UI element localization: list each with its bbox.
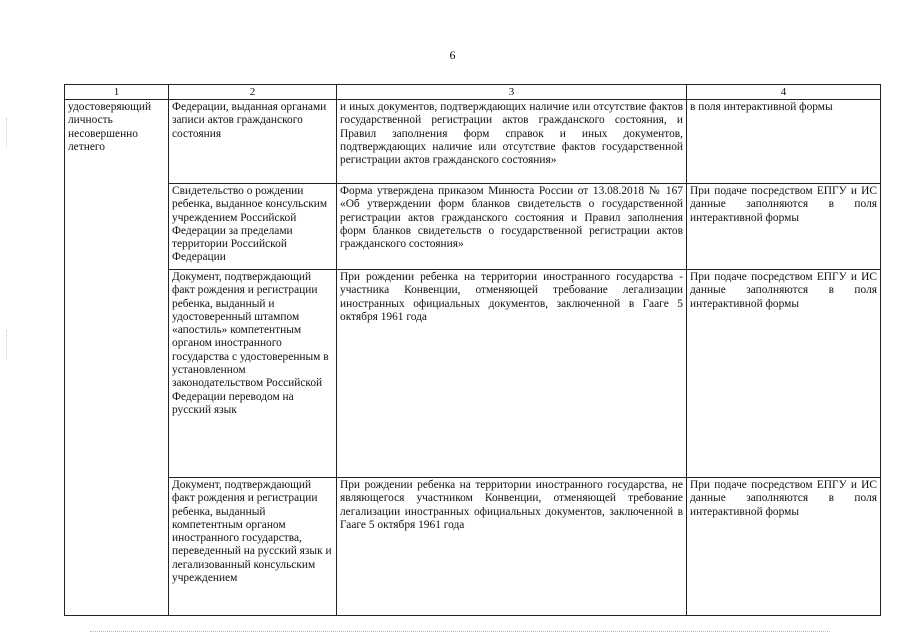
submission-note-cell: При подаче посредством ЕПГУ и ИС данные заполняются в поля интерактивной формы (687, 478, 881, 616)
submission-note-cell: При подаче посредством ЕПГУ и ИС данные заполняются в поля интерактивной формы (687, 270, 881, 478)
header-cell-4: 4 (687, 85, 881, 100)
table-row (65, 100, 881, 184)
scan-margin-marks (6, 330, 9, 360)
table-row (65, 270, 881, 478)
page-number: 6 (449, 48, 456, 62)
scan-margin-marks (6, 118, 9, 148)
document-name-cell: Документ, подтверждающий факт рождения и регистрации ребенка, выданный компетентным органом иностранного государства, переведенный на русский язык и легализованный консульским учреждением (169, 478, 337, 616)
submission-note-cell: При подаче посредством ЕПГУ и ИС данные заполняются в поля интерактивной формы (687, 184, 881, 270)
document-form-cell: При рождении ребенка на территории иностранного государства - участника Конвенции, отменяющей требование легализации иностранных официальных документов, заключенной в Гааге 5 октября 1961 года (337, 270, 687, 478)
document-form-cell: При рождении ребенка на территории иностранного государства, не являющегося участником Конвенции, отменяющей требование легализации иностранных официальных документов, заключенной в Гааге 5 октября 1961 года (337, 478, 687, 616)
header-cell-3: 3 (337, 85, 687, 100)
table-header-row (65, 85, 881, 100)
header-cell-2: 2 (169, 85, 337, 100)
document-name-cell: Свидетельство о рождении ребенка, выданное консульским учреждением Российской Федерации за пределами территории Российской Федерации (169, 184, 337, 270)
submission-note-cell: в поля интерактивной формы (687, 100, 881, 184)
document-table (64, 84, 881, 616)
document-form-cell: Форма утверждена приказом Минюста России от 13.08.2018 № 167 «Об утверждении форм бланков свидетельств о государственной регистрации актов гражданского состояния и Правил заполнения форм бланков свидетельств о государственной регистрации актов гражданского состояния» (337, 184, 687, 270)
document-type-cell: удостоверяющий личность несовершенно летнего (65, 100, 169, 616)
document-name-cell: Федерации, выданная органами записи актов гражданского состояния (169, 100, 337, 184)
document-form-cell: и иных документов, подтверждающих наличие или отсутствие фактов государственной регистрации актов гражданского состояния, и Правил заполнения форм справок и иных документов, подтверждающих наличие или отсутствие фактов государственной регистрации актов гражданского состояния» (337, 100, 687, 184)
table-row (65, 184, 881, 270)
header-cell-1: 1 (65, 85, 169, 100)
scan-artifact-line (90, 631, 830, 633)
table-row (65, 478, 881, 616)
document-name-cell: Документ, подтверждающий факт рождения и регистрации ребенка, выданный и удостоверенный штампом «апостиль» компетентным органом иностранного государства с удостоверенным в установленном законодательством Российской Федерации переводом на русский язык (169, 270, 337, 478)
